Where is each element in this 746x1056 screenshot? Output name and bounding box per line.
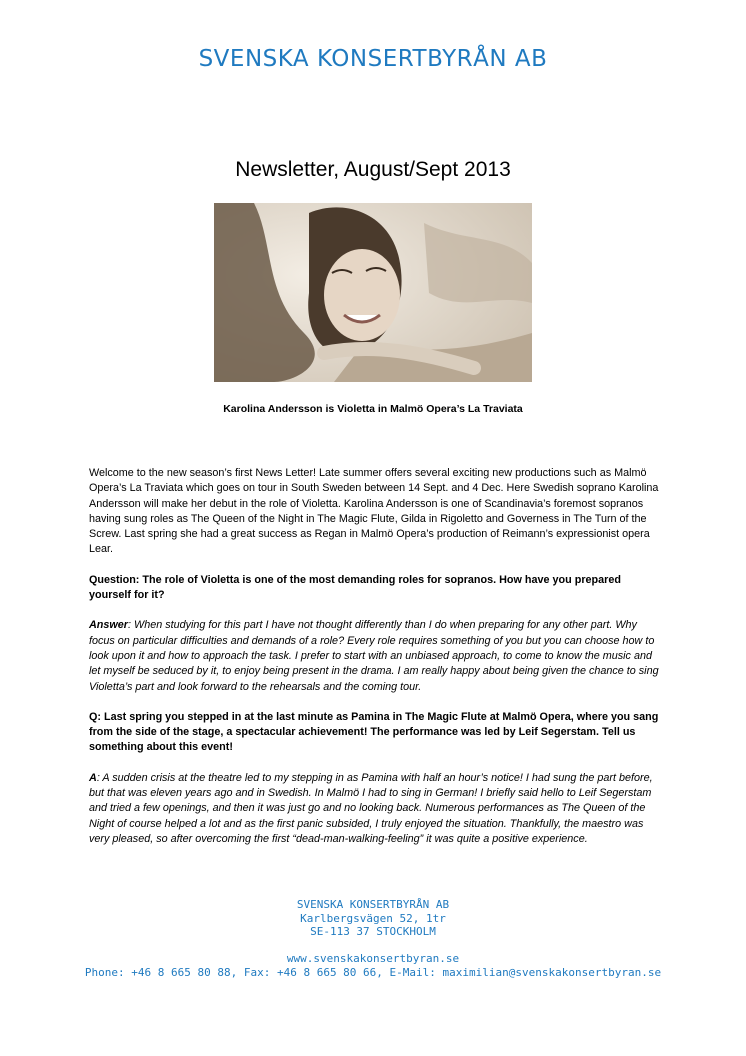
answer-2-text: : A sudden crisis at the theatre led to my stepping in as Pamina with half an hour’s notice! I had sung the part before, but that was eleven years ago and in Swedish. In Malmö I had to sing in German! I briefly said hello to Leif Segerstam and tried a few openings, and then it was just go and no looking back. Numerous performances as The Queen of the Night of course helped a lot and as the first panic subsided, I truly enjoyed the situation. Thankfully, the maestro was very pleased, so after overcoming the first “dead-man-walking-feeling” it was quite a positive experience. xyxy=(89,771,653,845)
question-2: Q: Last spring you stepped in at the last minute as Pamina in The Magic Flute at Malmö Opera, where you sang from the side of the stage, a spectacular achievement! The performance was led by Leif Segerstam. Tell us something about this event! xyxy=(89,710,659,754)
answer-1 xyxy=(89,618,664,694)
answer-1-label: Answer xyxy=(89,619,129,632)
answer-2 xyxy=(89,771,664,847)
newsletter-title: Newsletter, August/Sept 2013 xyxy=(235,158,511,181)
footer xyxy=(0,898,746,979)
company-name: SVENSKA KONSERTBYRÅN AB xyxy=(198,46,548,72)
intro-paragraph: Welcome to the new season’s first News Letter! Late summer offers several exciting new productions such as Malmö Opera’s La Traviata which goes on tour in South Sweden between 14 Sept. and 4 Dec. Here Swedish soprano Karolina Andersson will make her debut in the role of Violetta. Karolina Andersson is one of Scandinavia’s foremost sopranos having sung roles as The Queen of the Night in The Magic Flute, Gilda in Rigoletto and Governess in The Turn of the Screw. Last spring she had a great success as Regan in Malmö Opera’s production of Reimann’s expressionist opera Lear. xyxy=(89,467,659,556)
portrait-illustration xyxy=(214,203,532,382)
footer-city: SE-113 37 STOCKHOLM xyxy=(310,925,436,938)
footer-contact: Phone: +46 8 665 80 88, Fax: +46 8 665 80 66, E-Mail: maximilian@svenskakonsertbyran.se xyxy=(84,965,662,979)
answer-2-label: A xyxy=(89,771,97,784)
footer-website-link[interactable]: www.svenskakonsertbyran.se xyxy=(286,952,460,965)
answer-1-text: : When studying for this part I have not thought differently than I do when preparing for any other part. Why focus on particular difficulties and demands of a role? Every role requires something of you but you can choose how to look upon it and how to approach the task. I prefer to start with an unbiased approach, to come to know the music and let myself be seduced by it, to enjoy being present in the drama. I am really happy about being given the chance to sing Violetta’s part and look forward to the rehearsals and the coming tour. xyxy=(89,619,659,693)
article-body xyxy=(89,466,664,862)
portrait-photo xyxy=(214,203,532,382)
footer-company: SVENSKA KONSERTBYRÅN AB xyxy=(296,898,450,911)
photo-caption: Karolina Andersson is Violetta in Malmö Opera’s La Traviata xyxy=(223,403,523,415)
footer-street: Karlbergsvägen 52, 1tr xyxy=(300,911,446,925)
question-1: Question: The role of Violetta is one of the most demanding roles for sopranos. How have you prepared yourself for it? xyxy=(89,573,621,602)
